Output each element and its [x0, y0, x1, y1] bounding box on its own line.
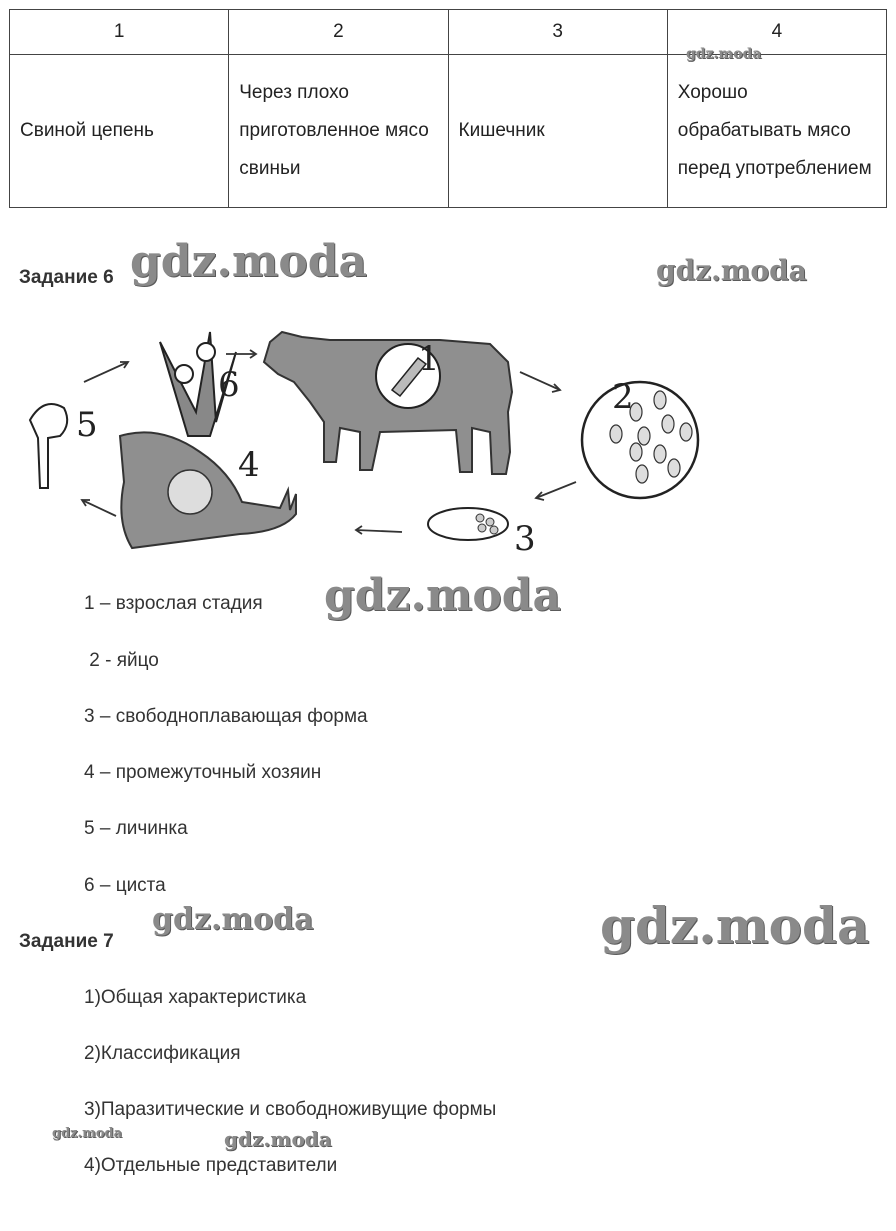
list-item: 2)Классификация — [84, 1043, 241, 1064]
table-cell: Свиной цепень — [10, 55, 229, 208]
list-item: 2 - яйцо — [84, 650, 159, 671]
list-item: 3)Паразитические и свободноживущие формы — [84, 1099, 497, 1120]
list-item: 5 – личинка — [84, 818, 188, 839]
table-header-cell: 4 — [667, 10, 886, 55]
list-item: 4 – промежуточный хозяин — [84, 762, 322, 783]
cercaria — [30, 404, 67, 488]
watermark: gdz.moda — [152, 902, 314, 937]
task7-heading: Задание 7 — [19, 931, 114, 952]
watermark: gdz.moda — [656, 254, 807, 287]
table-header-cell: 2 — [229, 10, 448, 55]
watermark: gdz.moda — [130, 236, 368, 287]
diagram-label-5: 5 — [76, 405, 98, 445]
table-header-cell: 1 — [10, 10, 229, 55]
watermark: gdz.moda — [324, 570, 562, 621]
diagram-label-3: 3 — [514, 519, 536, 552]
liver-fluke-lifecycle-diagram — [20, 312, 740, 552]
watermark: gdz.moda — [52, 1126, 123, 1141]
diagram-label-1: 1 — [418, 339, 440, 379]
diagram-label-6: 6 — [218, 365, 240, 405]
watermark: gdz.moda — [224, 1127, 332, 1151]
diagram-label-2: 2 — [612, 377, 634, 417]
list-item: 6 – циста — [84, 875, 166, 896]
list-item: 4)Отдельные представители — [84, 1155, 338, 1176]
watermark: gdz.moda — [686, 46, 762, 62]
table-row — [10, 55, 887, 208]
diagram-label-4: 4 — [238, 445, 260, 485]
answer-table — [9, 9, 887, 208]
list-item: 1 – взрослая стадия — [84, 593, 263, 614]
list-item: 3 – свободноплавающая форма — [84, 706, 368, 727]
list-item: 1)Общая характеристика — [84, 987, 307, 1008]
table-cell: Кишечник — [448, 55, 667, 208]
miracidium — [428, 508, 508, 540]
watermark: gdz.moda — [600, 896, 870, 955]
task6-heading: Задание 6 — [19, 267, 114, 288]
table-cell: Хорошо обрабатывать мясо перед употреблением — [667, 55, 886, 208]
table-header-cell: 3 — [448, 10, 667, 55]
table-cell: Через плохо приготовленное мясо свиньи — [229, 55, 448, 208]
